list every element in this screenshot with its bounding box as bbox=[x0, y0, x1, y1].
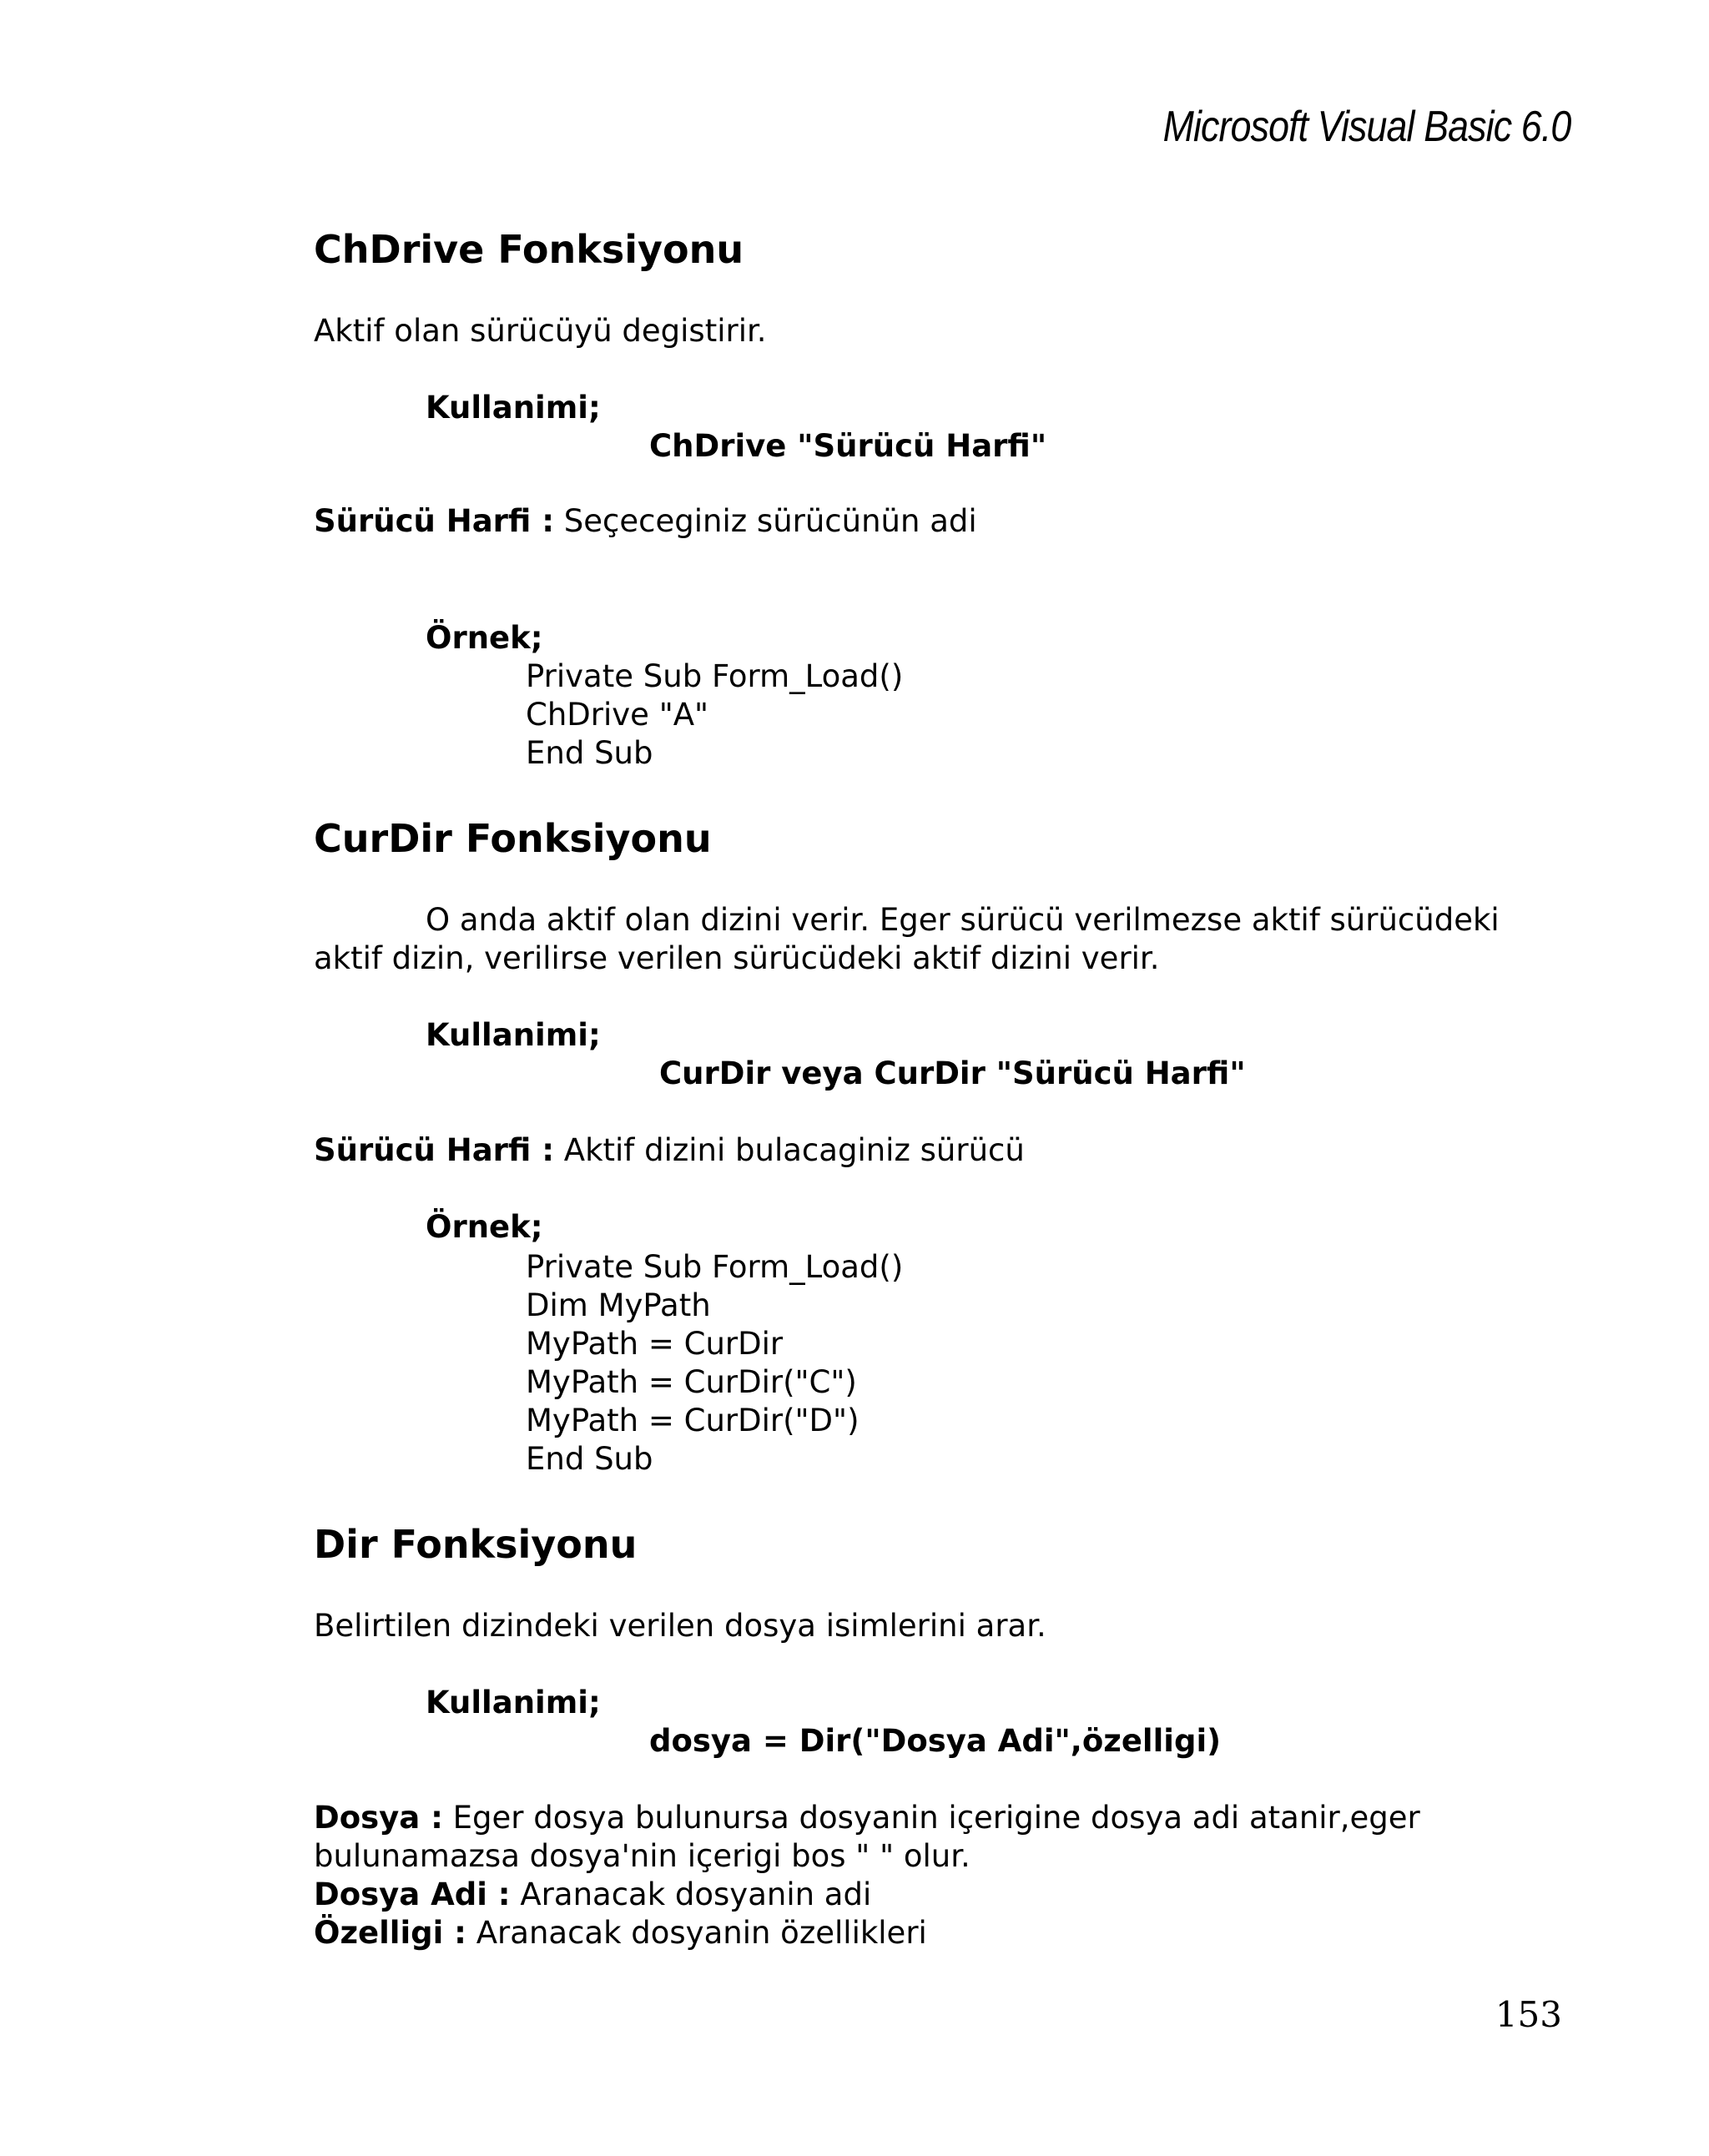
code-line: End Sub bbox=[526, 1441, 653, 1477]
curdir-syntax: CurDir veya CurDir "Sürücü Harfi" bbox=[659, 1055, 1246, 1091]
dir-param-desc: Eger dosya bulunursa dosyanin içerigine dosya adi atanir,eger bbox=[442, 1800, 1420, 1836]
curdir-param bbox=[314, 1132, 1025, 1168]
dir-param-desc: bulunamazsa dosya'nin içerigi bos " " olur. bbox=[314, 1838, 970, 1874]
dir-param-ozelligi bbox=[314, 1915, 927, 1951]
dir-param-dosya-cont bbox=[314, 1838, 970, 1874]
chdrive-param bbox=[314, 503, 977, 539]
dir-description: Belirtilen dizindeki verilen dosya isimlerini arar. bbox=[314, 1608, 1046, 1644]
code-line: MyPath = CurDir bbox=[526, 1326, 784, 1362]
code-line: Private Sub Form_Load() bbox=[526, 658, 904, 694]
dir-syntax: dosya = Dir("Dosya Adi",özelligi) bbox=[649, 1723, 1222, 1759]
page-number: 153 bbox=[1495, 1994, 1562, 2035]
dir-param-dosya bbox=[314, 1800, 1420, 1836]
dir-param-name: Dosya : bbox=[314, 1800, 443, 1836]
section-title-curdir: CurDir Fonksiyonu bbox=[314, 816, 712, 861]
section-title-chdrive: ChDrive Fonksiyonu bbox=[314, 227, 744, 272]
dir-param-desc: Aranacak dosyanin özellikleri bbox=[466, 1915, 927, 1951]
curdir-usage-label: Kullanimi; bbox=[426, 1017, 601, 1053]
running-header-title: Microsoft Visual Basic 6.0 bbox=[1162, 103, 1570, 151]
curdir-param-name: Sürücü Harfi : bbox=[314, 1132, 555, 1168]
dir-param-desc: Aranacak dosyanin adi bbox=[510, 1876, 872, 1912]
chdrive-example-label: Örnek; bbox=[426, 620, 543, 656]
chdrive-description: Aktif olan sürücüyü degistirir. bbox=[314, 313, 767, 349]
curdir-example-label: Örnek; bbox=[426, 1209, 543, 1245]
code-line: MyPath = CurDir("C") bbox=[526, 1364, 857, 1400]
code-line: Dim MyPath bbox=[526, 1287, 711, 1323]
dir-param-dosya-adi bbox=[314, 1876, 872, 1912]
dir-usage-label: Kullanimi; bbox=[426, 1685, 601, 1720]
curdir-description-line1: O anda aktif olan dizini verir. Eger sürücü verilmezse aktif sürücüdeki bbox=[426, 902, 1500, 938]
chdrive-param-name: Sürücü Harfi : bbox=[314, 503, 555, 539]
curdir-description-line2: aktif dizin, verilirse verilen sürücüdeki aktif dizini verir. bbox=[314, 940, 1160, 976]
chdrive-syntax: ChDrive "Sürücü Harfi" bbox=[649, 428, 1047, 464]
chdrive-param-desc: Seçeceginiz sürücünün adi bbox=[554, 503, 977, 539]
section-title-dir: Dir Fonksiyonu bbox=[314, 1522, 638, 1567]
dir-param-name: Özelligi : bbox=[314, 1915, 466, 1951]
chdrive-usage-label: Kullanimi; bbox=[426, 390, 601, 426]
code-line: MyPath = CurDir("D") bbox=[526, 1403, 860, 1438]
code-line: ChDrive "A" bbox=[526, 697, 709, 733]
curdir-param-desc: Aktif dizini bulacaginiz sürücü bbox=[554, 1132, 1025, 1168]
code-line: Private Sub Form_Load() bbox=[526, 1249, 904, 1285]
code-line: End Sub bbox=[526, 735, 653, 771]
dir-param-name: Dosya Adi : bbox=[314, 1876, 511, 1912]
